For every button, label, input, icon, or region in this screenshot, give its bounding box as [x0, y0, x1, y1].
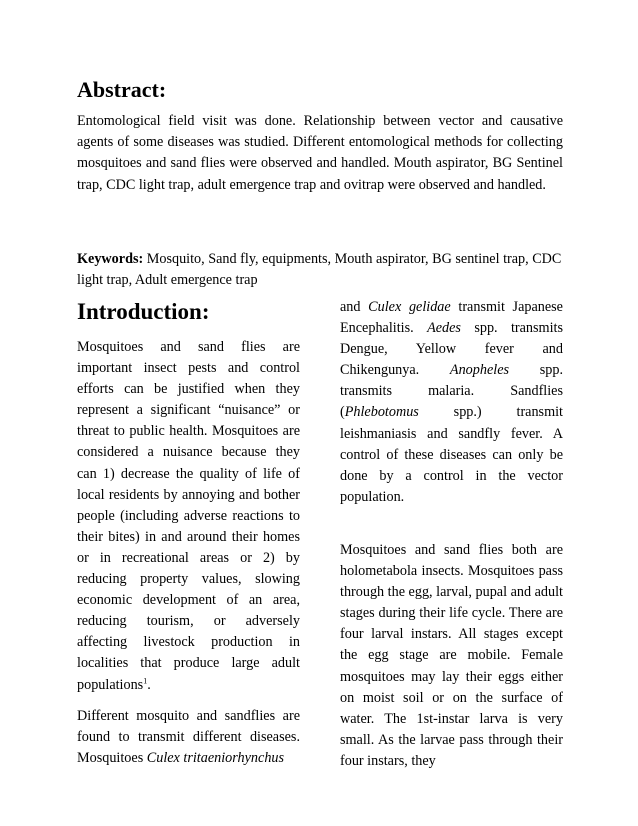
text-run: spp. transmits malaria. Sandflies ( — [340, 362, 563, 421]
right-column — [340, 297, 563, 772]
species-name: Culex tritaeniorhynchus — [146, 749, 285, 766]
intro-paragraph-1-text: Mosquitoes and sand flies are important insect pests and control efforts can be justified when they represent a significant “nuisance” or threat to public health. Mosquitoes are considered a nuisance because they can 1) decrease the quality of life of local residents by annoying and bother people (including adverse reactions to their bites) in and around their homes or in recreational areas or 2) by reducing property values, slowing economic development of an area, reducing tourism, or adversely affecting livestock production in localities that produce large adult populations — [77, 339, 300, 693]
species-name: Aedes — [427, 320, 461, 337]
text-run: spp.) transmit leishmaniasis and sandfly fever. A control of these diseases can only be done by a control in the vector population. — [340, 404, 563, 505]
intro-paragraph-1-end: . — [147, 676, 151, 693]
keywords-text: Mosquito, Sand fly, equipments, Mouth aspirator, BG sentinel trap, CDC light trap, Adult emergence trap — [77, 251, 562, 288]
keywords-label: Keywords: — [77, 251, 144, 267]
intro-paragraph-1 — [77, 337, 300, 696]
intro-paragraph-3 — [340, 297, 563, 508]
abstract-text: Entomological field visit was done. Relationship between vector and causative agents of some diseases was studied. Different entomological methods for collecting mosquitoes and sand flies were observed and handled. Mouth aspirator, BG Sentinel trap, CDC light trap, adult emergence trap and ovitrap were observed and handled. — [77, 113, 563, 193]
species-name: Culex gelidae — [368, 299, 451, 315]
intro-paragraph-2-text: Different mosquito and sandflies are found to transmit different diseases. Mosquitoes — [77, 707, 300, 766]
species-name: Phlebotomus — [344, 404, 419, 421]
left-column — [77, 299, 300, 769]
citation-ref: 1 — [143, 675, 148, 685]
keywords-section — [77, 249, 563, 291]
text-run: transmit Japanese Encephalitis. — [340, 299, 563, 337]
species-name: Anopheles — [449, 362, 510, 379]
intro-paragraph-2 — [77, 706, 300, 769]
text-run: and — [340, 299, 369, 315]
intro-paragraph-4: Mosquitoes and sand flies both are holometabola insects. Mosquitoes pass through the egg, larval, pupal and adult stages during their life cycle. There are four larval instars. All stages except the egg stage are mobile. Female mosquitoes may lay their eggs either on moist soil or on the surface of water. The 1st-instar larva is very small. As the larvae pass through their four instars, they — [340, 541, 563, 769]
text-run: spp. transmits Dengue, Yellow fever and Chikengunya. — [340, 320, 563, 379]
abstract-section — [77, 78, 563, 196]
abstract-heading: Abstract: — [77, 77, 167, 102]
introduction-heading: Introduction: — [77, 299, 210, 324]
